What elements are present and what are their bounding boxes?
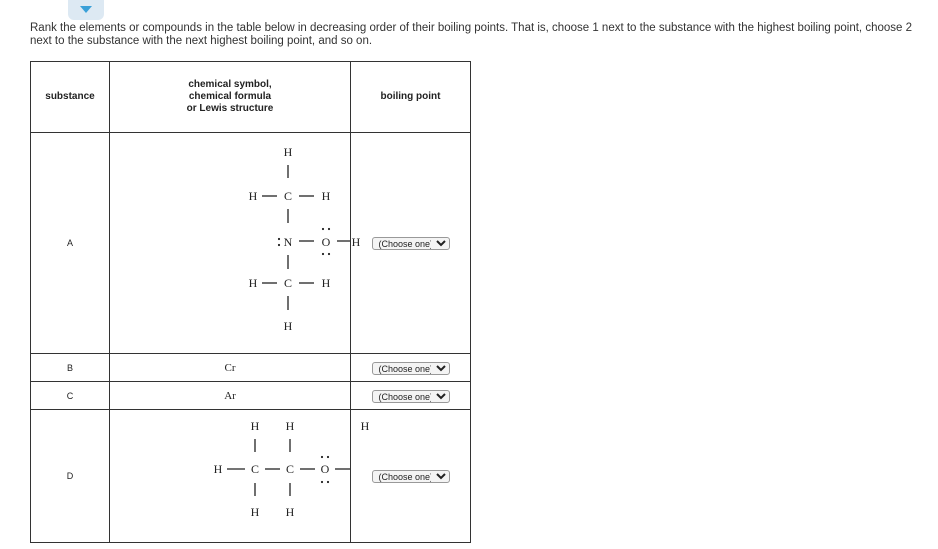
svg-text:H: H bbox=[321, 276, 331, 290]
svg-text:H: H bbox=[285, 505, 295, 519]
collapse-tab[interactable] bbox=[68, 0, 104, 20]
svg-text:C: C bbox=[283, 189, 293, 203]
chevron-down-icon bbox=[79, 4, 93, 14]
svg-text:H: H bbox=[351, 235, 361, 249]
svg-text:C: C bbox=[250, 462, 260, 476]
svg-text:C: C bbox=[285, 462, 295, 476]
header-formula: chemical symbol, chemical formula or Lewis structure bbox=[110, 62, 351, 133]
svg-text:H: H bbox=[213, 462, 223, 476]
substance-label: C bbox=[31, 382, 110, 410]
rank-select-b[interactable] bbox=[372, 362, 450, 375]
svg-text:H: H bbox=[285, 419, 295, 433]
table-header-row bbox=[31, 62, 471, 133]
boiling-point-cell bbox=[351, 382, 471, 410]
lewis-structure-d bbox=[110, 410, 370, 543]
rank-select-d[interactable] bbox=[372, 470, 450, 483]
svg-text:H: H bbox=[250, 419, 260, 433]
formula-b: Cr bbox=[110, 354, 351, 382]
svg-text:H: H bbox=[250, 505, 260, 519]
svg-text:H: H bbox=[283, 145, 293, 159]
header-boiling-point: boiling point bbox=[351, 62, 471, 133]
svg-text:H: H bbox=[360, 419, 370, 433]
svg-text:O: O bbox=[320, 462, 330, 476]
substance-label: B bbox=[31, 354, 110, 382]
header-substance: substance bbox=[31, 62, 110, 133]
table-row bbox=[31, 410, 471, 543]
lewis-diagram-d bbox=[110, 410, 370, 537]
svg-text:C: C bbox=[283, 276, 293, 290]
rank-select-c[interactable] bbox=[372, 390, 450, 403]
instructions-text: Rank the elements or compounds in the table below in decreasing order of their boiling points. That is, choose 1 next to the substance with the highest boiling point, choose 2 next to the substance with the next highest boiling point, and so on. bbox=[30, 22, 912, 47]
lewis-structure-a bbox=[110, 133, 361, 354]
lewis-overflow-a bbox=[349, 132, 429, 362]
svg-text:H: H bbox=[321, 189, 331, 203]
svg-text:H: H bbox=[283, 319, 293, 333]
svg-text:N: N bbox=[283, 235, 293, 249]
svg-text:H: H bbox=[248, 276, 258, 290]
substance-label: A bbox=[31, 133, 110, 354]
svg-text:H: H bbox=[248, 189, 258, 203]
formula-c: Ar bbox=[110, 382, 351, 410]
svg-text:O: O bbox=[321, 235, 331, 249]
substance-label: D bbox=[31, 410, 110, 543]
lewis-diagram-a bbox=[110, 133, 361, 348]
table-row bbox=[31, 382, 471, 410]
